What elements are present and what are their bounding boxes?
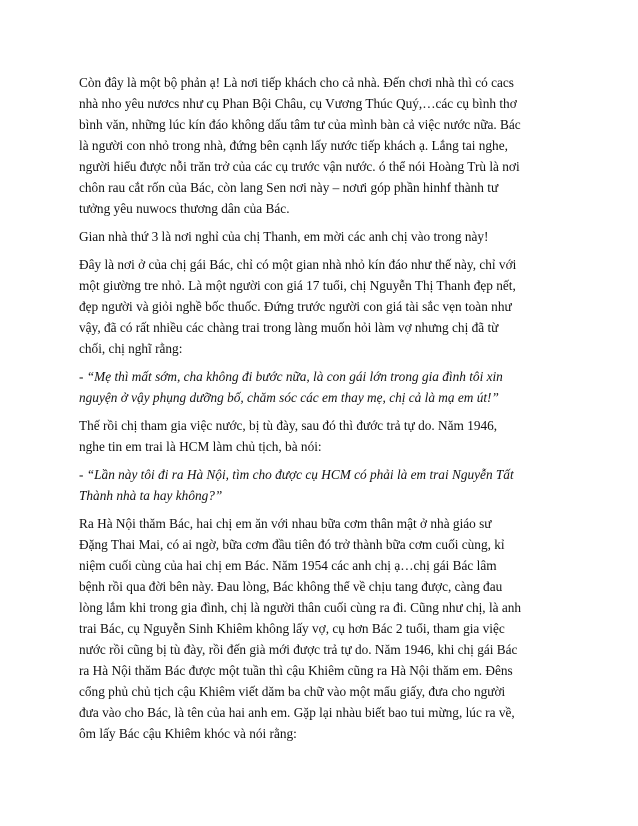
body-paragraph [79,72,578,219]
text-line: một giường tre nhỏ. Là một người con giá 17 tuổi, chị Nguyễn Thị Thanh đẹp nết, [79,278,516,293]
text-line: người hiểu được nỗi trăn trở của các cụ trước vận nước. ó thể nói Hoàng Trù là nơi [79,159,520,174]
text-line: ôm lấy Bác cậu Khiêm khóc và nói rằng: [79,726,297,741]
text-line: - “Mẹ thì mất sớm, cha không đi bước nữa, là con gái lớn trong gia đình tôi xin [79,369,503,384]
quote-paragraph [79,464,578,506]
quote-paragraph [79,366,578,408]
text-line: Thế rồi chị tham gia việc nước, bị tù đày, sau đó thì đước trả tự do. Năm 1946, [79,418,498,433]
text-line: - “Lần này tôi đi ra Hà Nội, tìm cho được cụ HCM có phải là em trai Nguyễn Tất [79,467,514,482]
text-line: tưởng yêu nuwocs thương dân của Bác. [79,201,290,216]
text-line: cổng phủ chủ tịch cậu Khiêm viết dăm ba chữ vào một mẩu giấy, đưa cho người [79,684,506,699]
text-line: Đặng Thai Mai, có ai ngờ, bữa cơm đầu tiên đó trở thành bữa cơm cuối cùng, kỉ [79,537,505,552]
body-paragraph [79,415,578,457]
body-paragraph [79,226,578,247]
text-line: chôn rau cắt rốn của Bác, còn lang Sen nơi này – nơưi góp phần hinhf thành tư [79,180,499,195]
text-line: Đây là nơi ở của chị gái Bác, chỉ có một gian nhà nhỏ kín đáo như thế này, chỉ với [79,257,517,272]
text-line: bệnh rồi qua đời bên này. Đau lòng, Bác không thể về chịu tang được, càng đau [79,579,503,594]
text-line: là người con nhỏ trong nhà, đứng bên cạnh lấy nước tiếp khách ạ. Lắng tai nghe, [79,138,508,153]
text-line: Ra Hà Nội thăm Bác, hai chị em ăn với nhau bữa cơm thân mật ở nhà giáo sư [79,516,492,531]
text-line: vậy, đã có rất nhiều các chàng trai trong làng muốn hỏi làm vợ nhưng chị đã từ [79,320,499,335]
text-line: trai Bác, cụ Nguyễn Sinh Khiêm không lấy vợ, cụ hơn Bác 2 tuổi, tham gia việc [79,621,505,636]
text-line: Còn đây là một bộ phản ạ! Là nơi tiếp khách cho cả nhà. Đến chơi nhà thì có cacs [79,75,514,90]
text-line: nghe tin em trai là HCM làm chủ tịch, bà nói: [79,439,322,454]
body-paragraph [79,513,578,744]
text-line: niệm cuối cùng của hai chị em Bác. Năm 1954 các anh chị ạ…chị gái Bác lâm [79,558,497,573]
text-line: nước rồi cũng bị tù đày, rồi đến già mới được trả tự do. Năm 1946, khi chị gái Bác [79,642,518,657]
text-line: nhà nho yêu nươcs như cụ Phan Bội Châu, cụ Vương Thúc Quý,…các cụ bình thơ [79,96,517,111]
text-line: Thành nhà ta hay không?” [79,488,223,503]
text-line: ra Hà Nội thăm Bác được một tuần thì cậu Khiêm cũng ra Hà Nội thăm em. Đêns [79,663,513,678]
document-body [79,72,578,744]
text-line: đẹp người và giỏi nghề bốc thuốc. Đứng trước người con giá tài sắc vẹn toàn như [79,299,512,314]
text-line: đưa vào cho Bác, là tên của hai anh em. Gặp lại nhàu biết bao tui mừng, lúc ra về, [79,705,515,720]
text-line: bình văn, những lúc kín đáo không dấu tâm tư của mình bàn cả việc nước nữa. Bác [79,117,521,132]
text-line: Gian nhà thứ 3 là nơi nghỉ của chị Thanh, em mời các anh chị vào trong này! [79,229,489,244]
body-paragraph [79,254,578,359]
text-line: chối, chị nghĩ rằng: [79,341,183,356]
text-line: nguyện ở vậy phụng dưỡng bố, chăm sóc các em thay mẹ, chị cả là mạ em út!” [79,390,499,405]
text-line: lòng lắm khi trong gia đình, chị là người thân cuối cùng ra đi. Cũng như chị, là anh [79,600,522,615]
